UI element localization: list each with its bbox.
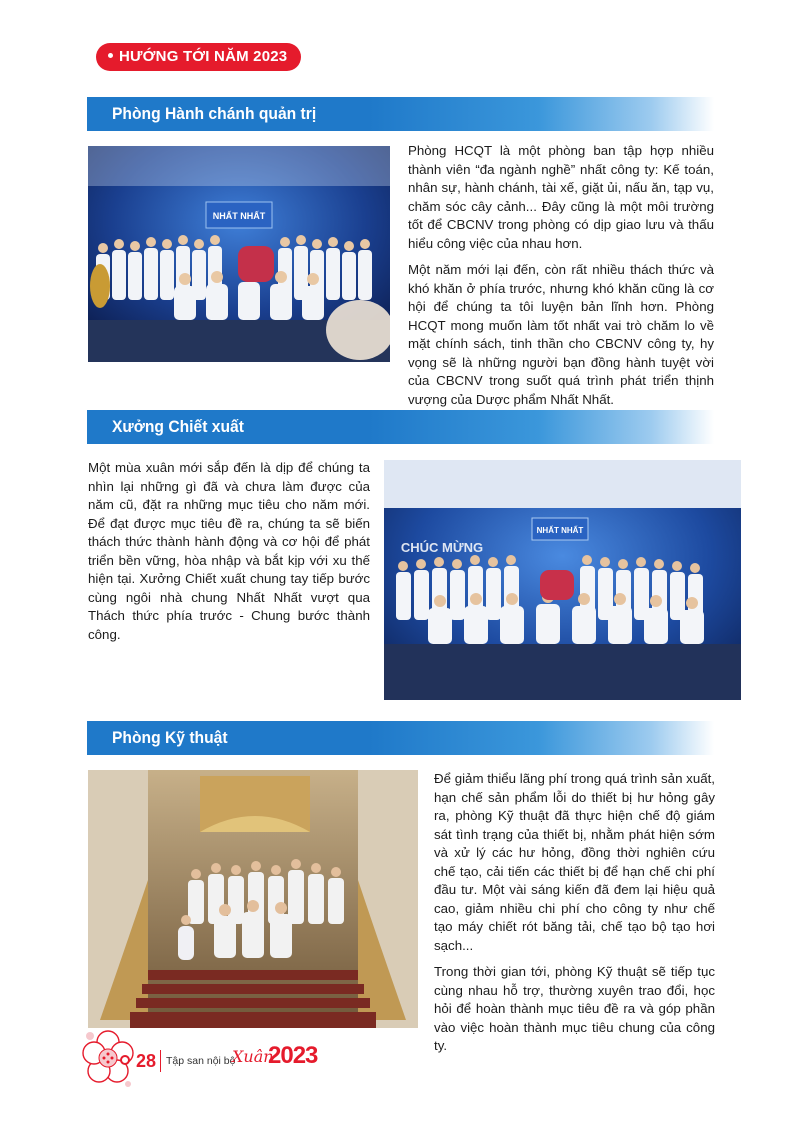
photo-ky-thuat-group [88, 770, 418, 1028]
divider [160, 1050, 161, 1072]
text-ky-thuat [434, 770, 715, 1064]
page-number: 28 [136, 1051, 157, 1071]
paragraph: Để giảm thiểu lãng phí trong quá trình sản xuất, hạn chế sản phẩm lỗi do thiết bị hư hỏng gây ra, phòng Kỹ thuật đã thực hiện chế độ giám sát tình trạng của thiết bị, nhằm phát hiện sớm và xử lý các hư hỏng, đồng thời nghiên cứu chế tạo, cải tiến các thiết bị để hạn chế chi phí đầu tư. Một vài sáng kiến đã đem lại hiệu quả cao, giảm nhiều chi phí cho công ty như chế tạo máy chiết rót băng tải, chế tạo bộ tạo hơi sạch... [434, 771, 715, 953]
paragraph: Trong thời gian tới, phòng Kỹ thuật sẽ tiếp tục cùng nhau hỗ trợ, thường xuyên trao đổi, học hỏi để hoàn thành mục tiêu đề ra và góp phần vào việc hoàn thành mục tiêu chung của công ty. [434, 964, 715, 1053]
photo-hcqt-group [88, 146, 390, 362]
photo-chiet-xuat-logo: NHẤT NHẤT [536, 526, 584, 535]
photo-ky-thuat-image [88, 770, 418, 1028]
publication-name: Tập san nội bộ [166, 1055, 236, 1067]
paragraph: Một năm mới lại đến, còn rất nhiều thách thức và khó khăn ở phía trước, nhưng khó khăn cũng là cơ hội để chúng ta tôi luyện bản lĩnh hơn. Phòng HCQT mong muốn làm tốt nhất vai trò chăm lo về mặt chính sách, tinh thần cho CBCNV công ty, hy vọng sẽ là những người bạn đồng hành tuyệt vời của CBCNV trong suốt quá trình phát triển thịnh vượng của Dược phẩm Nhất Nhất. [408, 262, 714, 407]
photo-chiet-xuat-banner: CHÚC MỪNG [400, 540, 484, 555]
page-dot-icon [120, 1055, 130, 1065]
text-hcqt [408, 142, 714, 417]
section-title-ky-thuat: Phòng Kỹ thuật [112, 728, 228, 747]
bullet-icon [108, 53, 113, 58]
photo-chiet-xuat-image [384, 460, 741, 700]
section-pill-label: HƯỚNG TỚI NĂM 2023 [119, 48, 288, 65]
xuan-wordmark: Xuân [232, 1047, 274, 1066]
photo-chiet-xuat-group [384, 460, 741, 700]
section-pill [96, 43, 301, 71]
photo-hcqt-logo: NHẤT NHẤT [212, 211, 266, 221]
section-title-chiet-xuat: Xưởng Chiết xuất [112, 417, 244, 436]
paragraph: Một mùa xuân mới sắp đến là dịp để chúng ta nhìn lại những gì đã và chưa làm được của năm cũ, đặt ra những mục tiêu cho năm mới. Để đạt được mục tiêu đề ra, chúng ta sẽ biến thách thức thành hành động và cơ hội để phát triển bền vững, hòa nhập và bắt kịp với xu thế hiện tại. Xưởng Chiết xuất chung tay tiếp bước cùng ngôi nhà chung Nhất Nhất vượt qua Thách thức phía trước - Chung bước thành công. [88, 460, 370, 642]
text-chiet-xuat [88, 459, 370, 652]
section-title-hcqt: Phòng Hành chánh quản trị [112, 104, 317, 123]
paragraph: Phòng HCQT là một phòng ban tập hợp nhiều thành viên “đa ngành nghề” nhất công ty: Kế toán, nhân sự, hành chánh, tài xế, giặt ủi, nấu ăn, tạp vụ, chăm sóc cây cảnh... Đây cũng là một môi trường tốt để CBCNV trong phòng có dịp giao lưu và thấu hiểu công việc của nhau hơn. [408, 143, 714, 251]
year-wordmark: 2023 [268, 1042, 318, 1069]
photo-hcqt-image [88, 146, 390, 362]
